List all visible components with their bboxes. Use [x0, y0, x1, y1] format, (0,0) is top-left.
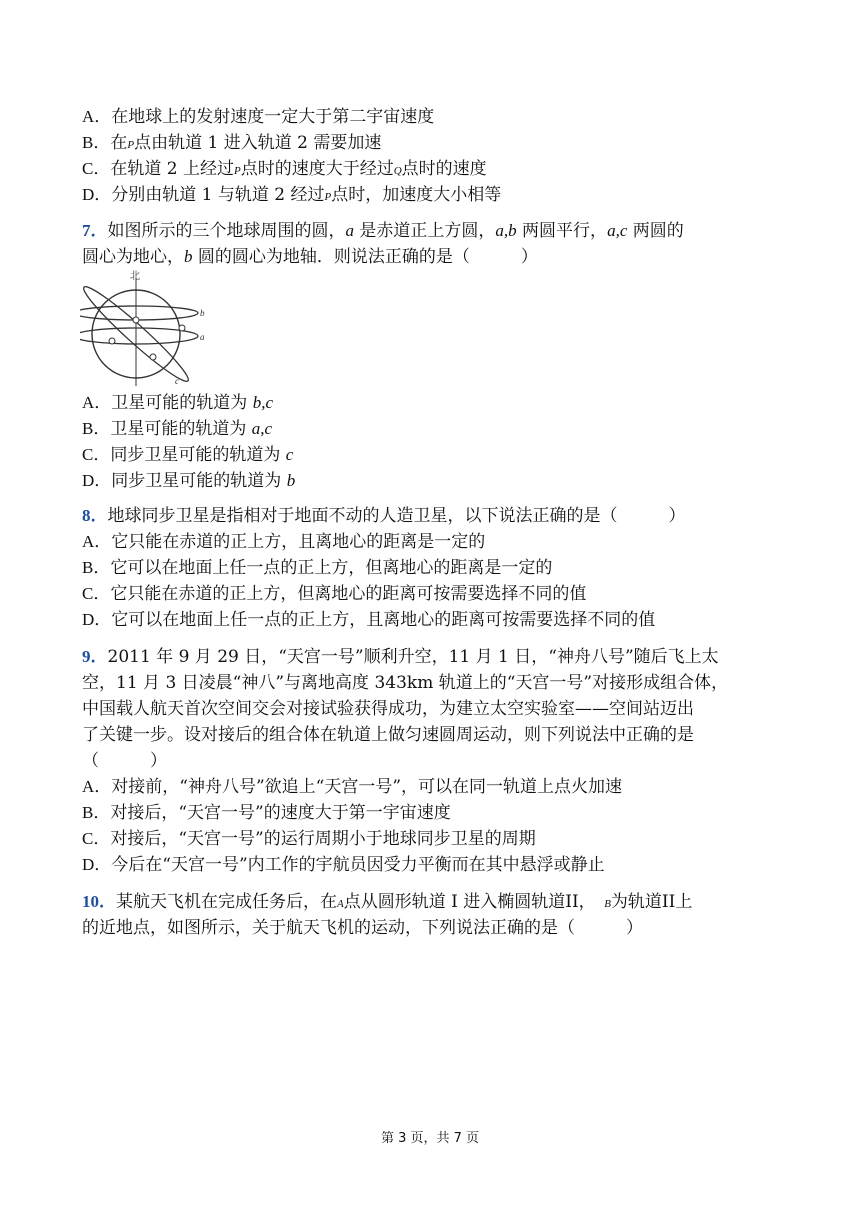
- option-text: 在地球上的发射速度一定大于第二宇宙速度: [111, 107, 435, 127]
- satellite-dot: [109, 338, 115, 344]
- q8-option-d: [82, 607, 790, 633]
- option-text: 同步卫星可能的轨道为: [111, 471, 287, 491]
- q8-stem: [82, 503, 790, 529]
- variable: a,b: [495, 221, 517, 240]
- stem-text: 为轨道II上: [610, 892, 693, 912]
- page-footer: 第 3 页，共 7 页: [380, 1131, 480, 1146]
- orbit-a-label: a: [200, 332, 205, 342]
- stem-text: 某航天飞机在完成任务后，在: [116, 892, 337, 912]
- option-label: B．: [82, 558, 111, 577]
- q9-stem-line-2: [82, 670, 790, 696]
- option-text: 同步卫星可能的轨道为: [110, 445, 286, 465]
- option-text: 点时，加速度大小相等: [331, 185, 502, 205]
- option-text: 今后在“天宫一号”内工作的宇航员因受力平衡而在其中悬浮或静止: [111, 855, 605, 875]
- question-number: 9．: [82, 647, 108, 666]
- option-label: B．: [82, 803, 111, 822]
- q7-option-c: [82, 442, 790, 468]
- option-text: 对接后，“天宫一号”的运行周期小于地球同步卫星的周期: [110, 829, 536, 849]
- q6-option-a: [82, 104, 790, 130]
- orbit-c-label: c: [175, 376, 179, 386]
- stem-text: 圆的圆心为地轴．则说法正确的是（ ）: [192, 247, 538, 267]
- stem-text: 空，11 月 3 日凌晨“神八”与离地高度 343km 轨道上的“天宫一号”对接形成组合体，: [82, 673, 729, 693]
- option-text: 在: [110, 133, 128, 153]
- q7-stem-line-2: [82, 244, 790, 270]
- north-label: 北: [130, 271, 140, 282]
- variable: a: [345, 221, 354, 240]
- q9-stem-line-5: [82, 748, 790, 774]
- option-text: 卫星可能的轨道为: [110, 419, 252, 439]
- q8-option-b: [82, 555, 790, 581]
- satellite-dot: [150, 354, 156, 360]
- variable: a,c: [251, 419, 273, 438]
- option-label: C．: [82, 159, 111, 178]
- option-label: A．: [82, 393, 112, 412]
- option-text: 点由轨道 1 进入轨道 2 需要加速: [134, 133, 382, 153]
- option-text: 它可以在地面上任一点的正上方，且离地心的距离可按需要选择不同的值: [111, 610, 656, 630]
- option-label: D．: [82, 185, 112, 204]
- stem-text: 如图所示的三个地球周围的圆，: [107, 221, 346, 241]
- q9-stem-line-4: [82, 722, 790, 748]
- stem-text: 是赤道正上方圆，: [354, 221, 496, 241]
- stem-text: 地球同步卫星是指相对于地面不动的人造卫星，以下说法正确的是（ ）: [107, 506, 686, 526]
- stem-text: 两圆平行，: [516, 221, 608, 241]
- point-b: B: [604, 898, 611, 910]
- option-label: B．: [82, 133, 111, 152]
- satellite-dot: [133, 317, 139, 323]
- stem-text: 的近地点，如图所示，关于航天飞机的运动，下列说法正确的是（ ）: [82, 918, 643, 938]
- q7-option-b: [82, 416, 790, 442]
- point-a: A: [337, 898, 344, 910]
- satellite-dot: [179, 325, 185, 331]
- option-text: 分别由轨道 1 与轨道 2 经过: [111, 185, 325, 205]
- q6-option-c: [82, 156, 790, 184]
- q10-stem-line-1: [82, 889, 790, 917]
- stem-text: 圆心为地心，: [82, 247, 184, 267]
- q9-stem-line-1: [82, 644, 790, 670]
- option-text: 点时的速度: [401, 159, 487, 179]
- variable: a,c: [607, 221, 628, 240]
- q9-option-a: [82, 774, 790, 800]
- question-number: 8．: [82, 506, 108, 525]
- q9-option-c: [82, 826, 790, 852]
- option-label: A．: [82, 107, 112, 126]
- option-label: C．: [82, 584, 111, 603]
- orbit-c: [80, 280, 194, 387]
- stem-text: 两圆的: [627, 221, 684, 241]
- q10-stem-line-2: [82, 915, 790, 941]
- option-label: D．: [82, 610, 112, 629]
- orbit-figure: [80, 268, 210, 388]
- stem-text: 点从圆形轨道 I 进入椭圆轨道II，: [343, 892, 605, 912]
- option-label: C．: [82, 829, 111, 848]
- option-label: B．: [82, 419, 111, 438]
- stem-text: 2011 年 9 月 29 日，“天宫一号”顺利升空，11 月 1 日，“神舟八号”随后飞上太: [107, 647, 719, 667]
- q8-option-a: [82, 529, 790, 555]
- point-p: P: [127, 139, 135, 151]
- q8-option-c: [82, 581, 790, 607]
- q9-stem-line-3: [82, 696, 790, 722]
- stem-text: 了关键一步。设对接后的组合体在轨道上做匀速圆周运动，则下列说法中正确的是: [82, 725, 694, 745]
- q9-option-b: [82, 800, 790, 826]
- variable: b: [286, 471, 296, 490]
- point-p: P: [324, 191, 332, 203]
- option-text: 在轨道 2 上经过: [110, 159, 234, 179]
- question-number: 7．: [82, 221, 108, 240]
- variable: c: [285, 445, 294, 464]
- option-text: 它只能在赤道的正上方，且离地心的距离是一定的: [111, 532, 486, 552]
- option-text: 对接前，“神舟八号”欲追上“天宫一号”，可以在同一轨道上点火加速: [111, 777, 623, 797]
- option-label: A．: [82, 777, 112, 796]
- option-label: C．: [82, 445, 111, 464]
- q9-option-d: [82, 852, 790, 878]
- variable: b: [184, 247, 193, 266]
- q7-stem-line-1: [82, 218, 790, 244]
- point-q: Q: [393, 165, 402, 177]
- q6-option-d: [82, 182, 790, 210]
- option-label: D．: [82, 471, 112, 490]
- option-text: 点时的速度大于经过: [240, 159, 394, 179]
- variable: b,c: [252, 393, 273, 412]
- option-text: 对接后，“天宫一号”的速度大于第一宇宙速度: [110, 803, 451, 823]
- option-text: 卫星可能的轨道为: [111, 393, 253, 413]
- option-label: A．: [82, 532, 112, 551]
- option-text: 它只能在赤道的正上方，但离地心的距离可按需要选择不同的值: [110, 584, 587, 604]
- orbit-b-label: b: [200, 308, 205, 318]
- option-label: D．: [82, 855, 112, 874]
- q7-option-a: [82, 390, 790, 416]
- question-number: 10．: [82, 892, 116, 911]
- q7-option-d: [82, 468, 790, 494]
- q6-option-b: [82, 130, 790, 158]
- stem-text: 中国载人航天首次空间交会对接试验获得成功，为建立太空实验室——空间站迈出: [82, 699, 694, 719]
- answer-blank: （ ）: [82, 751, 167, 771]
- point-p: P: [233, 165, 241, 177]
- option-text: 它可以在地面上任一点的正上方，但离地心的距离是一定的: [110, 558, 553, 578]
